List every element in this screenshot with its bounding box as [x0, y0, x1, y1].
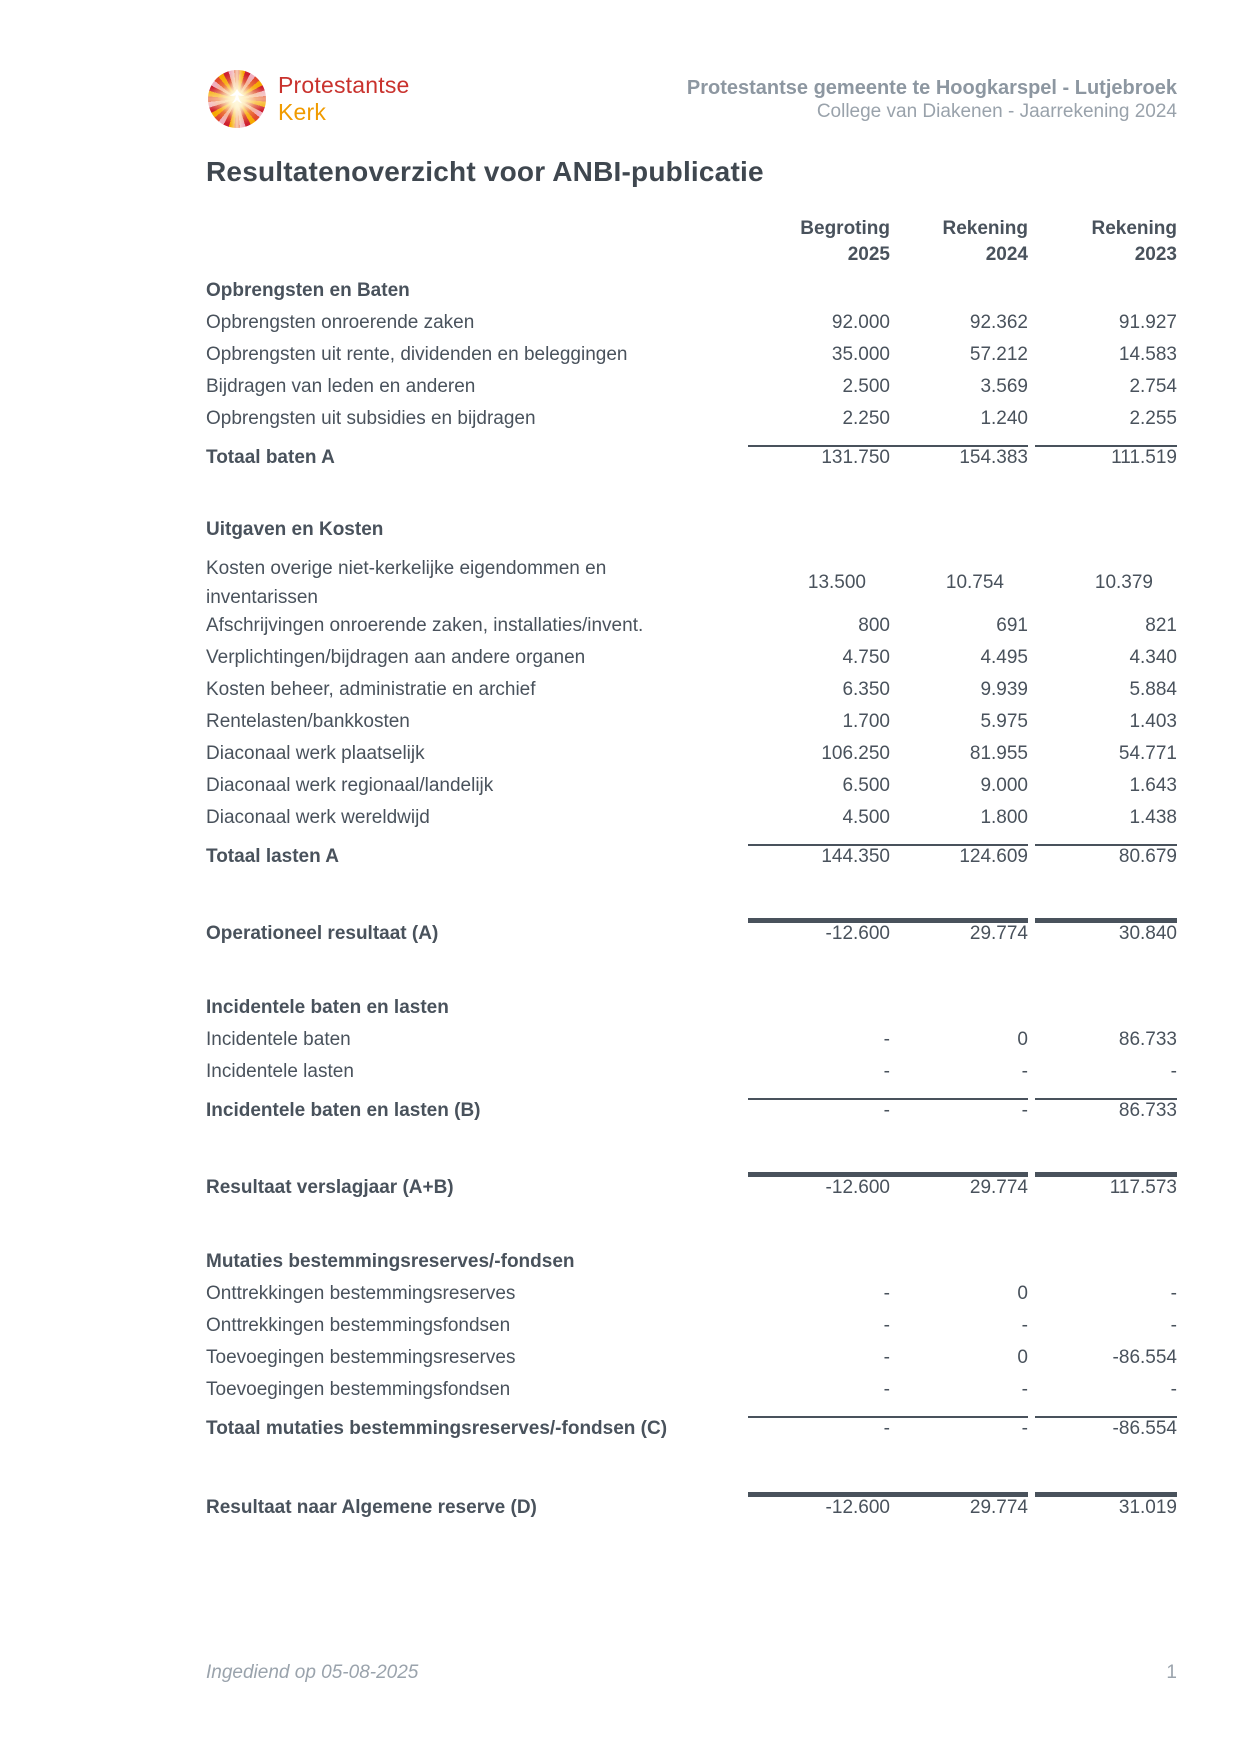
table-row: [206, 447, 1177, 479]
table-row: [206, 1315, 1177, 1347]
rule-spacer: [206, 1486, 700, 1497]
row-label: Verplichtingen/bijdragen aan andere organen: [206, 647, 586, 668]
value-rekening-2024: 0: [1017, 1029, 1028, 1050]
table-row: [206, 1177, 1177, 1209]
row-label: Incidentele baten: [206, 1029, 351, 1050]
table-row: [206, 280, 1177, 312]
row-label: Toevoegingen bestemmingsfondsen: [206, 1379, 511, 1400]
value-rekening-2023: 2.754: [1129, 376, 1177, 397]
total-rule-row: [206, 839, 1177, 846]
table-row: [206, 551, 1177, 615]
value-begroting-2025: 1.700: [842, 711, 890, 732]
table-row: [206, 711, 1177, 743]
value-begroting-2025: -: [883, 1379, 890, 1400]
value-rekening-2024: 3.569: [980, 376, 1028, 397]
row-label: Diaconaal werk wereldwijd: [206, 807, 430, 828]
value-begroting-2025: -: [883, 1418, 890, 1439]
row-label: Diaconaal werk plaatselijk: [206, 743, 425, 764]
value-rekening-2023: 91.927: [1118, 312, 1177, 333]
table-row: [206, 775, 1177, 807]
table-row: [206, 1283, 1177, 1315]
rule-cell: [700, 440, 890, 447]
rule-cell: [700, 839, 890, 846]
pkn-logo-icon: [208, 70, 266, 128]
value-rekening-2023: 1.643: [1129, 775, 1177, 796]
rule-cell: [1028, 1411, 1177, 1418]
value-begroting-2025: 131.750: [821, 447, 890, 468]
value-rekening-2024: 1.240: [980, 408, 1028, 429]
row-label: Resultaat verslagjaar (A+B): [206, 1177, 454, 1198]
value-rekening-2024: 10.754: [945, 572, 1004, 593]
logo-wordmark: [278, 72, 410, 126]
table-row: [206, 743, 1177, 775]
rule-cell: [890, 1411, 1028, 1418]
value-rekening-2024: 691: [996, 615, 1028, 636]
rule-cell: [890, 839, 1028, 846]
results-table: [206, 280, 1177, 1529]
rule-cell: [890, 1166, 1028, 1177]
value-rekening-2023: 5.884: [1129, 679, 1177, 700]
value-begroting-2025: -12.600: [825, 1177, 890, 1198]
value-rekening-2023: 10.379: [1094, 572, 1153, 593]
value-rekening-2023: 2.255: [1129, 408, 1177, 429]
rule-spacer: [206, 839, 700, 846]
value-rekening-2024: 29.774: [969, 1497, 1028, 1518]
row-label: Toevoegingen bestemmingsreserves: [206, 1347, 516, 1368]
table-row: [206, 344, 1177, 376]
value-rekening-2024: 154.383: [959, 447, 1028, 468]
logo-wordmark-line1: Protestantse: [278, 72, 410, 98]
value-rekening-2024: -: [1021, 1418, 1028, 1439]
spacer: [206, 1132, 1177, 1166]
rule-cell: [1028, 1166, 1177, 1177]
value-rekening-2023: 1.438: [1129, 807, 1177, 828]
row-label: Diaconaal werk regionaal/landelijk: [206, 775, 494, 796]
rule-cell: [1028, 1486, 1177, 1497]
value-rekening-2023: 86.733: [1118, 1100, 1177, 1121]
value-rekening-2023: 117.573: [1109, 1177, 1177, 1198]
row-label: Opbrengsten onroerende zaken: [206, 312, 475, 333]
table-row: [206, 997, 1177, 1029]
value-rekening-2023: 1.403: [1129, 711, 1177, 732]
row-label: Incidentele baten en lasten (B): [206, 1100, 481, 1121]
spacer: [206, 878, 1177, 912]
value-rekening-2024: 81.955: [969, 743, 1028, 764]
rule-cell: [700, 1093, 890, 1100]
submission-date: Ingediend op 05-08-2025: [206, 1662, 419, 1683]
total-rule-row: [206, 1093, 1177, 1100]
column-headers: [206, 216, 1177, 268]
total-rule-row: [206, 1486, 1177, 1497]
value-rekening-2023: 86.733: [1118, 1029, 1177, 1050]
value-rekening-2023: -: [1170, 1315, 1177, 1336]
table-row: [206, 923, 1177, 955]
table-row: [206, 647, 1177, 679]
rule-cell: [700, 1486, 890, 1497]
value-rekening-2023: -: [1170, 1379, 1177, 1400]
value-rekening-2023: -86.554: [1112, 1347, 1177, 1368]
rule-spacer: [206, 440, 700, 447]
value-rekening-2023: 31.019: [1118, 1497, 1177, 1518]
row-label: Rentelasten/bankkosten: [206, 711, 410, 732]
page-number: 1: [1166, 1662, 1177, 1683]
table-row: [206, 1251, 1177, 1283]
rule-cell: [700, 1411, 890, 1418]
value-begroting-2025: 144.350: [821, 846, 890, 867]
row-label: Opbrengsten uit rente, dividenden en beleggingen: [206, 344, 628, 365]
total-rule-row: [206, 912, 1177, 923]
value-rekening-2023: -: [1170, 1283, 1177, 1304]
value-rekening-2023: 111.519: [1111, 447, 1177, 468]
table-row: [206, 1061, 1177, 1093]
rule-cell: [1028, 839, 1177, 846]
value-rekening-2024: 1.800: [980, 807, 1028, 828]
row-label: Incidentele baten en lasten: [206, 997, 449, 1018]
row-label: Kosten overige niet-kerkelijke eigendommen en inventarissen: [206, 558, 607, 608]
value-rekening-2024: 92.362: [969, 312, 1028, 333]
spacer: [206, 1209, 1177, 1251]
spacer: [206, 955, 1177, 997]
row-label: Opbrengsten uit subsidies en bijdragen: [206, 408, 536, 429]
value-rekening-2023: 54.771: [1118, 743, 1177, 764]
value-begroting-2025: 800: [858, 615, 890, 636]
row-label: Afschrijvingen onroerende zaken, installaties/invent.: [206, 615, 644, 636]
value-begroting-2025: -: [883, 1100, 890, 1121]
value-begroting-2025: -12.600: [825, 923, 890, 944]
value-rekening-2023: 4.340: [1129, 647, 1177, 668]
row-label: Uitgaven en Kosten: [206, 519, 384, 540]
value-rekening-2024: 29.774: [969, 1177, 1028, 1198]
page-header: [206, 70, 1177, 130]
org-name: Protestantse gemeente te Hoogkarspel - Lutjebroek: [686, 77, 1177, 99]
value-rekening-2024: 5.975: [980, 711, 1028, 732]
value-begroting-2025: 92.000: [831, 312, 890, 333]
table-row: [206, 846, 1177, 878]
rule-cell: [890, 912, 1028, 923]
column-header-begroting-2025: Begroting 2025: [800, 218, 890, 265]
value-rekening-2024: -: [1021, 1315, 1028, 1336]
rule-spacer: [206, 1093, 700, 1100]
page-title: Resultatenoverzicht voor ANBI-publicatie: [206, 156, 764, 187]
value-begroting-2025: -12.600: [825, 1497, 890, 1518]
rule-cell: [890, 1486, 1028, 1497]
row-label: Incidentele lasten: [206, 1061, 354, 1082]
row-label: Kosten beheer, administratie en archief: [206, 679, 536, 700]
row-label: Mutaties bestemmingsreserves/-fondsen: [206, 1251, 575, 1272]
value-begroting-2025: 2.250: [842, 408, 890, 429]
table-row: [206, 408, 1177, 440]
table-row: [206, 679, 1177, 711]
rule-spacer: [206, 912, 700, 923]
row-label: Resultaat naar Algemene reserve (D): [206, 1497, 537, 1518]
value-begroting-2025: -: [883, 1315, 890, 1336]
row-label: Onttrekkingen bestemmingsreserves: [206, 1283, 516, 1304]
rule-cell: [700, 912, 890, 923]
value-rekening-2024: -: [1021, 1061, 1028, 1082]
table-row: [206, 1347, 1177, 1379]
row-label: Operationeel resultaat (A): [206, 923, 439, 944]
value-begroting-2025: 6.350: [842, 679, 890, 700]
value-rekening-2023: -: [1170, 1061, 1177, 1082]
table-row: [206, 1100, 1177, 1132]
rule-cell: [700, 1166, 890, 1177]
table-row: [206, 519, 1177, 551]
table-row: [206, 1379, 1177, 1411]
value-begroting-2025: 6.500: [842, 775, 890, 796]
value-rekening-2024: 0: [1017, 1347, 1028, 1368]
table-row: [206, 1418, 1177, 1450]
value-begroting-2025: -: [883, 1061, 890, 1082]
rule-cell: [1028, 1093, 1177, 1100]
org-header: [687, 76, 1177, 123]
value-begroting-2025: 106.250: [821, 743, 890, 764]
rule-cell: [1028, 912, 1177, 923]
rule-cell: [890, 1093, 1028, 1100]
value-begroting-2025: -: [883, 1283, 890, 1304]
value-begroting-2025: 13.500: [807, 572, 866, 593]
value-rekening-2023: 30.840: [1118, 923, 1177, 944]
value-rekening-2024: -: [1021, 1100, 1028, 1121]
value-begroting-2025: 4.750: [842, 647, 890, 668]
value-rekening-2024: 9.939: [980, 679, 1028, 700]
value-rekening-2024: 29.774: [969, 923, 1028, 944]
value-begroting-2025: -: [883, 1029, 890, 1050]
pkn-brand: [208, 70, 410, 128]
table-row: [206, 1497, 1177, 1529]
value-rekening-2024: 57.212: [969, 344, 1028, 365]
value-rekening-2024: 4.495: [980, 647, 1028, 668]
total-rule-row: [206, 1411, 1177, 1418]
value-rekening-2023: 80.679: [1118, 846, 1177, 867]
value-rekening-2024: 124.609: [959, 846, 1028, 867]
spacer: [206, 1450, 1177, 1486]
column-header-rekening-2024: Rekening 2024: [942, 218, 1028, 265]
rule-cell: [890, 440, 1028, 447]
column-header-rekening-2023: Rekening 2023: [1091, 218, 1177, 265]
table-row: [206, 376, 1177, 408]
row-label: Onttrekkingen bestemmingsfondsen: [206, 1315, 511, 1336]
value-begroting-2025: 4.500: [842, 807, 890, 828]
row-label: Totaal baten A: [206, 447, 335, 468]
table-row: [206, 615, 1177, 647]
table-row: [206, 807, 1177, 839]
table-row: [206, 1029, 1177, 1061]
row-label: Opbrengsten en Baten: [206, 280, 410, 301]
value-begroting-2025: -: [883, 1347, 890, 1368]
value-rekening-2023: 14.583: [1118, 344, 1177, 365]
logo-wordmark-line2: Kerk: [278, 99, 327, 125]
dove-icon: [223, 85, 251, 113]
total-rule-row: [206, 1166, 1177, 1177]
row-label: Bijdragen van leden en anderen: [206, 376, 476, 397]
value-rekening-2024: 9.000: [980, 775, 1028, 796]
report-subtitle: College van Diakenen - Jaarrekening 2024: [816, 101, 1177, 122]
value-begroting-2025: 2.500: [842, 376, 890, 397]
row-label: Totaal lasten A: [206, 846, 340, 867]
rule-cell: [1028, 440, 1177, 447]
page-footer: [206, 1662, 1177, 1684]
total-rule-row: [206, 440, 1177, 447]
spacer: [206, 479, 1177, 519]
value-begroting-2025: 35.000: [831, 344, 890, 365]
value-rekening-2024: 0: [1017, 1283, 1028, 1304]
value-rekening-2024: -: [1021, 1379, 1028, 1400]
row-label: Totaal mutaties bestemmingsreserves/-fondsen (C): [206, 1418, 668, 1439]
rule-spacer: [206, 1411, 700, 1418]
value-rekening-2023: 821: [1145, 615, 1177, 636]
column-header-spacer: [206, 216, 700, 268]
rule-spacer: [206, 1166, 700, 1177]
value-rekening-2023: -86.554: [1112, 1418, 1177, 1439]
table-row: [206, 312, 1177, 344]
